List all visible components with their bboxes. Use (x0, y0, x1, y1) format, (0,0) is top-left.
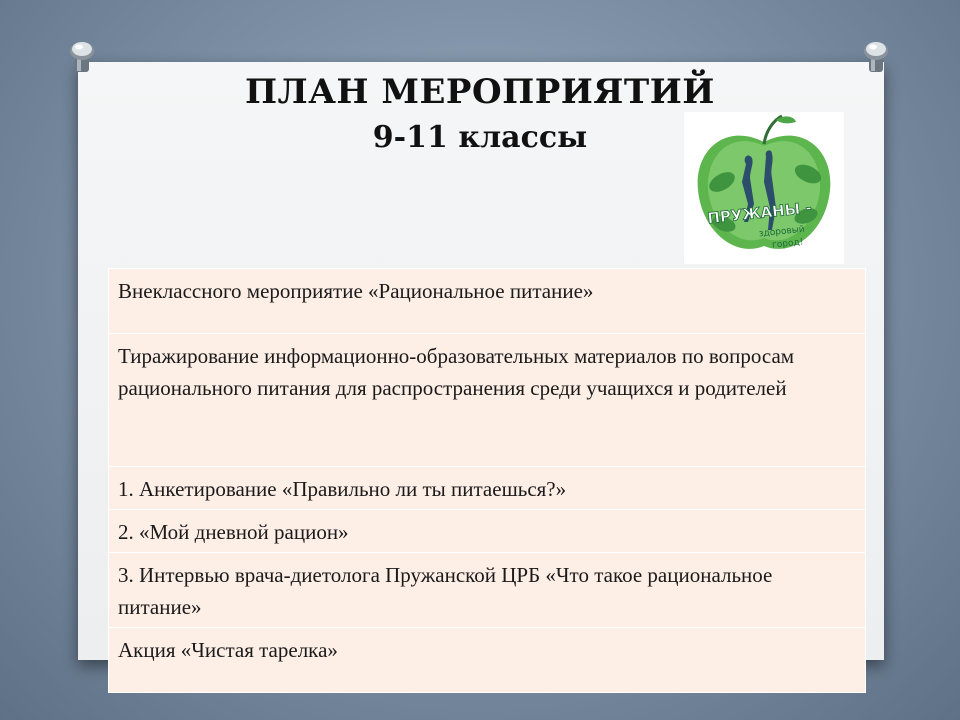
table-row (109, 553, 866, 628)
logo-subtext-1: здоровый (758, 224, 806, 240)
table-row (109, 467, 866, 510)
table-cell: 1. Анкетирование «Правильно ли ты питаешься?» (109, 467, 866, 510)
pushpin-icon-left (68, 40, 96, 74)
logo-subtext-2: город! (771, 237, 804, 251)
page-subtitle: 9-11 классы (372, 120, 588, 155)
pushpin-icon-right (862, 40, 890, 74)
table-row (109, 510, 866, 553)
table-cell: 2. «Мой дневной рацион» (109, 510, 866, 553)
pruzhany-healthy-city-logo (684, 112, 844, 264)
events-table (108, 268, 866, 693)
table-row (109, 628, 866, 693)
table-row (109, 269, 866, 334)
table-row (109, 334, 866, 467)
page-title: ПЛАН МЕРОПРИЯТИЙ (245, 72, 715, 112)
table-cell: Внеклассного мероприятие «Рациональное питание» (109, 269, 866, 334)
table-cell: Тиражирование информационно-образовательных материалов по вопросам рационального питания для распространения среди учащихся и родителей (109, 334, 866, 467)
table-cell: Акция «Чистая тарелка» (109, 628, 866, 693)
table-cell: 3. Интервью врача-диетолога Пружанской ЦРБ «Что такое рациональное питание» (109, 553, 866, 628)
logo-main-text: ПРУЖАНЫ - (706, 198, 813, 228)
